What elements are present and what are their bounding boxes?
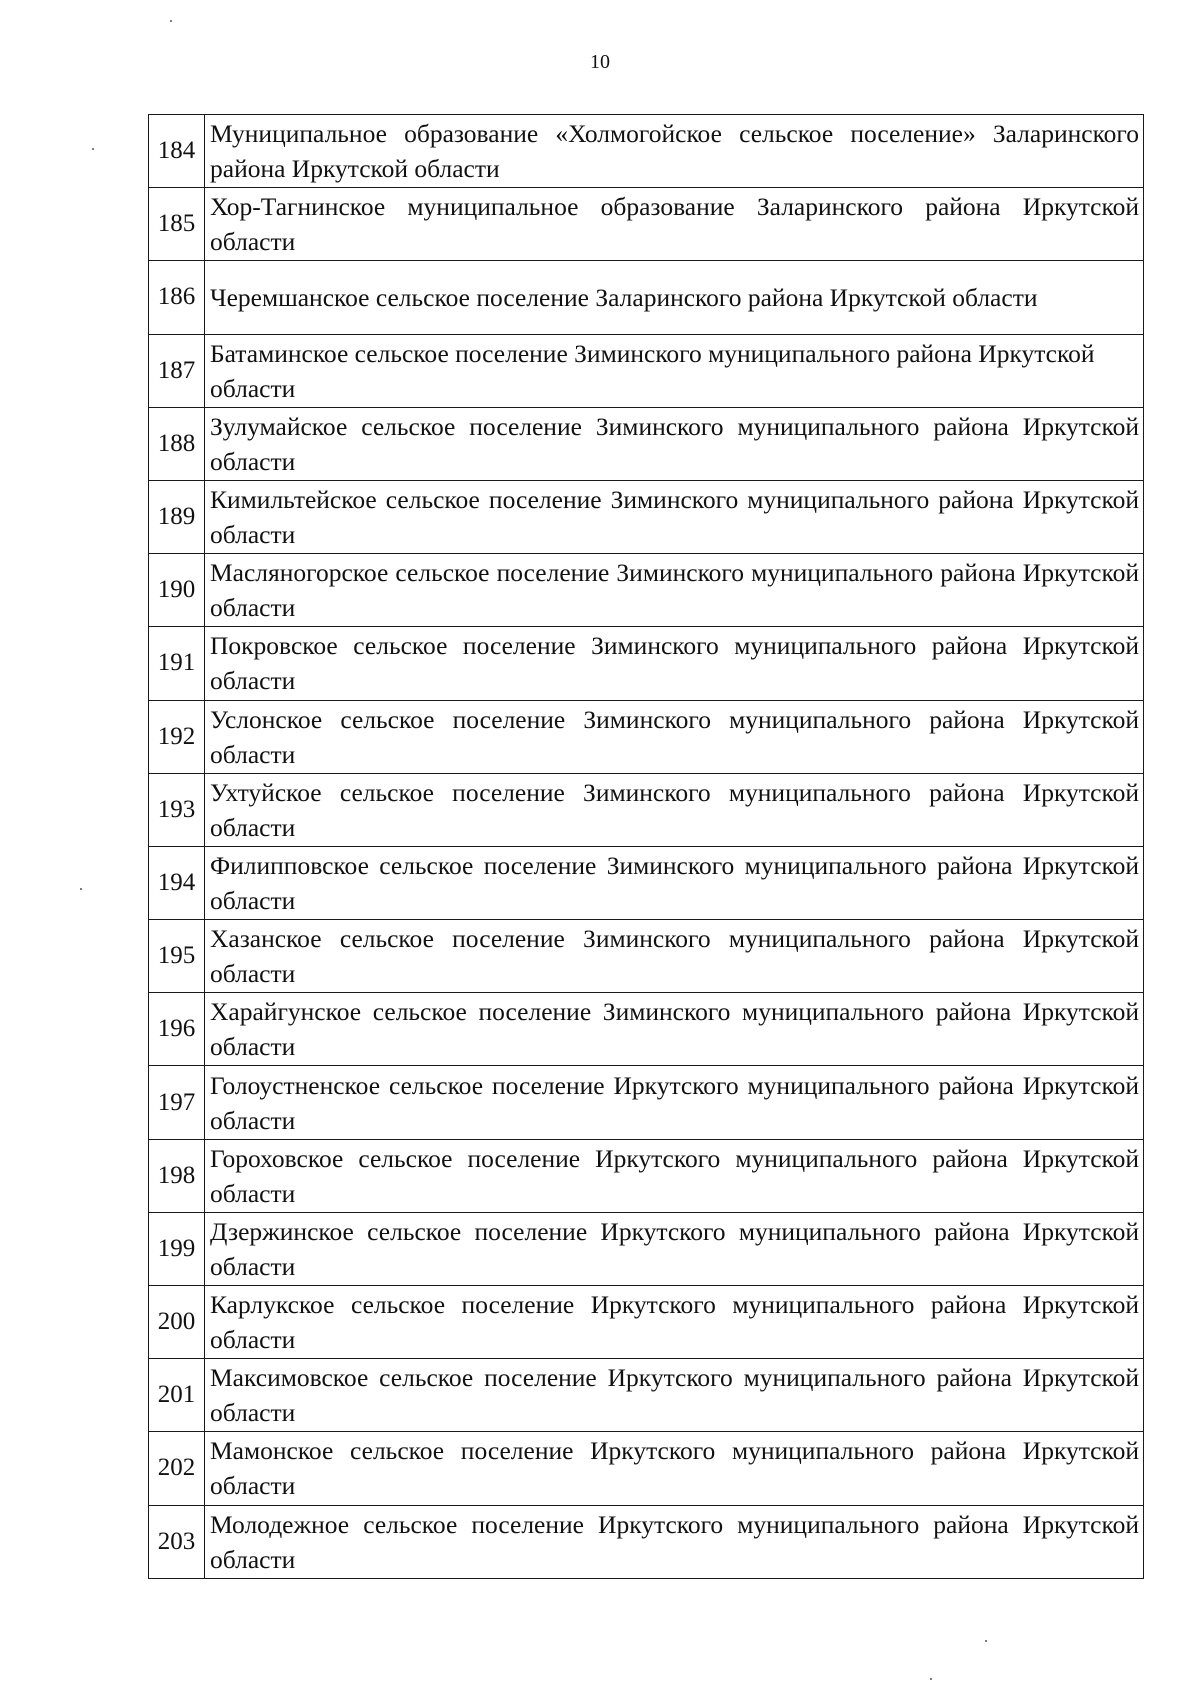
settlements-table xyxy=(148,114,1144,1579)
table-row xyxy=(149,773,1144,846)
table-row xyxy=(149,700,1144,773)
table-row xyxy=(149,1066,1144,1139)
row-number: 200 xyxy=(149,1286,205,1359)
row-number: 198 xyxy=(149,1139,205,1212)
settlement-name: Покровское сельское поселение Зиминского муниципального района Иркутской области xyxy=(205,627,1144,700)
row-number: 187 xyxy=(149,334,205,407)
table-row xyxy=(149,407,1144,480)
table-row xyxy=(149,261,1144,334)
table-row xyxy=(149,554,1144,627)
settlements-table-body xyxy=(149,115,1144,1579)
settlement-name: Масляногорское сельское поселение Зиминского муниципального района Иркутской области xyxy=(205,554,1144,627)
row-number: 185 xyxy=(149,188,205,261)
row-number: 186 xyxy=(149,261,205,334)
row-number: 203 xyxy=(149,1505,205,1578)
settlement-name: Молодежное сельское поселение Иркутского муниципального района Иркутской области xyxy=(205,1505,1144,1578)
settlement-name: Гороховское сельское поселение Иркутского муниципального района Иркутской области xyxy=(205,1139,1144,1212)
table-row xyxy=(149,1139,1144,1212)
scan-speck xyxy=(985,1640,987,1642)
row-number: 201 xyxy=(149,1359,205,1432)
settlement-name: Голоустненское сельское поселение Иркутского муниципального района Иркутской области xyxy=(205,1066,1144,1139)
row-number: 184 xyxy=(149,115,205,188)
row-number: 202 xyxy=(149,1432,205,1505)
row-number: 189 xyxy=(149,480,205,553)
row-number: 192 xyxy=(149,700,205,773)
row-number: 193 xyxy=(149,773,205,846)
row-number: 197 xyxy=(149,1066,205,1139)
settlement-name: Услонское сельское поселение Зиминского муниципального района Иркутской области xyxy=(205,700,1144,773)
row-number: 190 xyxy=(149,554,205,627)
row-number: 188 xyxy=(149,407,205,480)
row-number: 199 xyxy=(149,1212,205,1285)
settlement-name: Харайгунское сельское поселение Зиминского муниципального района Иркутской области xyxy=(205,993,1144,1066)
scan-speck xyxy=(930,1678,932,1680)
table-row xyxy=(149,188,1144,261)
scan-speck xyxy=(170,20,172,22)
settlement-name: Батаминское сельское поселение Зиминского муниципального района Иркутской области xyxy=(205,334,1144,407)
table-row xyxy=(149,627,1144,700)
row-number: 196 xyxy=(149,993,205,1066)
settlement-name: Мамонское сельское поселение Иркутского муниципального района Иркутской области xyxy=(205,1432,1144,1505)
table-row xyxy=(149,115,1144,188)
settlement-name: Хор-Тагнинское муниципальное образование Заларинского района Иркутской области xyxy=(205,188,1144,261)
table-row xyxy=(149,1359,1144,1432)
table-row xyxy=(149,846,1144,919)
settlement-name: Максимовское сельское поселение Иркутского муниципального района Иркутской области xyxy=(205,1359,1144,1432)
table-row xyxy=(149,1212,1144,1285)
settlement-name: Хазанское сельское поселение Зиминского муниципального района Иркутской области xyxy=(205,920,1144,993)
settlement-name: Карлукское сельское поселение Иркутского муниципального района Иркутской области xyxy=(205,1286,1144,1359)
table-row xyxy=(149,1505,1144,1578)
row-number: 195 xyxy=(149,920,205,993)
table-row xyxy=(149,480,1144,553)
settlement-name: Кимильтейское сельское поселение Зиминского муниципального района Иркутской области xyxy=(205,480,1144,553)
row-number: 194 xyxy=(149,846,205,919)
settlement-name: Муниципальное образование «Холмогойское сельское поселение» Заларинского района Иркутской области xyxy=(205,115,1144,188)
table-row xyxy=(149,1286,1144,1359)
settlement-name: Дзержинское сельское поселение Иркутского муниципального района Иркутской области xyxy=(205,1212,1144,1285)
scan-speck xyxy=(92,148,94,150)
table-row xyxy=(149,334,1144,407)
table-row xyxy=(149,993,1144,1066)
table-row xyxy=(149,920,1144,993)
table-row xyxy=(149,1432,1144,1505)
settlement-name: Зулумайское сельское поселение Зиминского муниципального района Иркутской области xyxy=(205,407,1144,480)
row-number: 191 xyxy=(149,627,205,700)
page-number: 10 xyxy=(590,51,610,73)
settlement-name: Черемшанское сельское поселение Заларинского района Иркутской области xyxy=(205,261,1144,334)
settlement-name: Филипповское сельское поселение Зиминского муниципального района Иркутской области xyxy=(205,846,1144,919)
scan-speck xyxy=(80,888,82,890)
settlement-name: Ухтуйское сельское поселение Зиминского муниципального района Иркутской области xyxy=(205,773,1144,846)
